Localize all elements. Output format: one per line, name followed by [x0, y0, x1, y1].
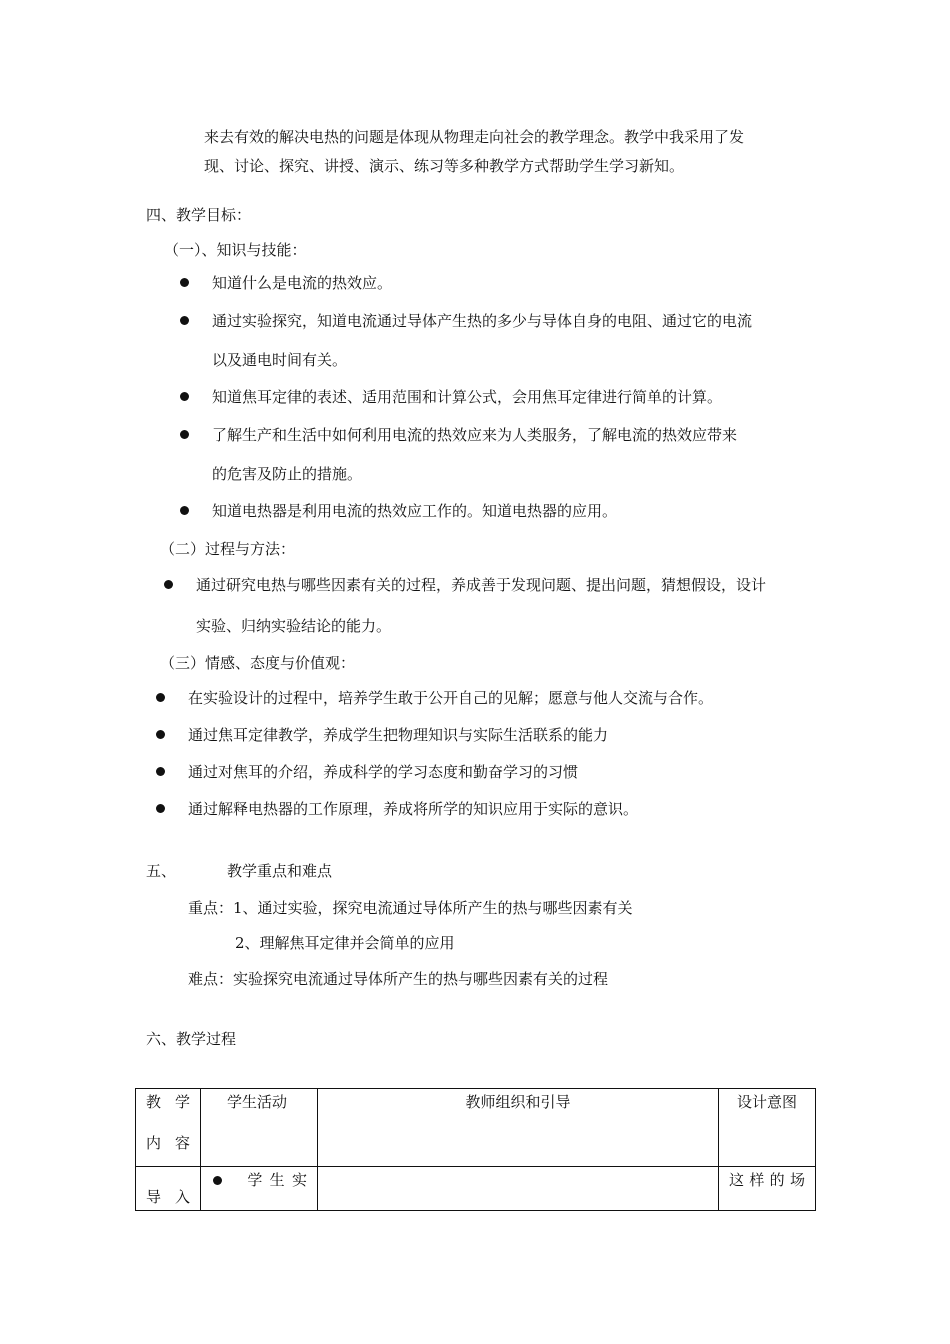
header-content-char: 学 — [174, 1093, 190, 1111]
row1-design-char: 样 — [749, 1171, 765, 1189]
row1-student-char: 实 — [291, 1171, 307, 1189]
attitude-item-3: 通过对焦耳的介绍，养成科学的学习态度和勤奋学习的习惯 — [188, 763, 579, 781]
intro-line-2: 现、讨论、探究、讲授、演示、练习等多种教学方式帮助学生学习新知。 — [204, 157, 685, 175]
header-student-cell — [201, 1089, 318, 1167]
key-point-2: 2、理解焦耳定律并会简单的应用 — [235, 934, 455, 952]
section5-title: 教学重点和难点 — [227, 862, 333, 880]
header-student: 学生活动 — [227, 1093, 288, 1111]
bullet-icon — [156, 804, 165, 813]
section4-sub1-heading: （一）、知识与技能： — [164, 241, 307, 259]
bullet-icon — [156, 767, 165, 776]
row1-content-char: 入 — [174, 1188, 190, 1206]
header-content-char: 教 — [146, 1093, 162, 1111]
row1-student-char: 学 — [247, 1171, 263, 1189]
bullet-icon — [180, 506, 189, 515]
bullet-icon — [180, 316, 189, 325]
header-design: 设计意图 — [736, 1093, 797, 1111]
attitude-item-2: 通过焦耳定律教学，养成学生把物理知识与实际生活联系的能力 — [188, 726, 609, 744]
knowledge-item-1: 知道什么是电流的热效应。 — [212, 274, 393, 292]
row1-design-char: 这 — [729, 1171, 745, 1189]
difficulty: 难点：实验探究电流通过导体所产生的热与哪些因素有关的过程 — [188, 970, 609, 988]
header-design-cell — [719, 1089, 816, 1167]
row1-design-char: 的 — [769, 1171, 785, 1189]
header-content-cell — [136, 1089, 201, 1167]
knowledge-item-5: 知道电热器是利用电流的热效应工作的。知道电热器的应用。 — [212, 502, 618, 520]
section4-sub3-heading: （三）情感、态度与价值观： — [160, 654, 356, 672]
knowledge-item-3: 知道焦耳定律的表述、适用范围和计算公式，会用焦耳定律进行简单的计算。 — [212, 388, 723, 406]
bullet-icon — [180, 430, 189, 439]
intro-line-1: 来去有效的解决电热的问题是体现从物理走向社会的教学理念。教学中我采用了发 — [204, 128, 745, 146]
header-teacher-cell — [318, 1089, 719, 1167]
section6-heading: 六、教学过程 — [146, 1030, 237, 1048]
row1-design-cell — [719, 1167, 816, 1211]
table-header-row — [136, 1089, 816, 1167]
table-row — [136, 1167, 816, 1211]
header-content-char: 内 — [146, 1134, 162, 1152]
row1-content-char: 导 — [146, 1188, 162, 1206]
header-content-char: 容 — [174, 1134, 190, 1152]
attitude-item-4: 通过解释电热器的工作原理，养成将所学的知识应用于实际的意识。 — [188, 800, 639, 818]
knowledge-item-2-cont: 以及通电时间有关。 — [212, 351, 348, 369]
row1-student-char: 生 — [269, 1171, 285, 1189]
row1-student-cell — [201, 1167, 318, 1211]
row1-teacher-cell — [318, 1167, 719, 1211]
bullet-icon — [180, 392, 189, 401]
section4-heading: 四、教学目标： — [146, 206, 252, 224]
attitude-item-1: 在实验设计的过程中，培养学生敢于公开自己的见解；愿意与他人交流与合作。 — [188, 689, 714, 707]
bullet-icon — [180, 278, 189, 287]
process-item-1-cont: 实验、归纳实验结论的能力。 — [196, 617, 392, 635]
process-item-1: 通过研究电热与哪些因素有关的过程，养成善于发现问题、提出问题，猜想假设，设计 — [196, 576, 767, 594]
section5-number: 五、 — [146, 862, 177, 880]
knowledge-item-4-cont: 的危害及防止的措施。 — [212, 465, 363, 483]
key-point-1: 重点：1、通过实验，探究电流通过导体所产生的热与哪些因素有关 — [188, 899, 633, 917]
header-teacher: 教师组织和引导 — [465, 1093, 571, 1111]
bullet-icon — [156, 730, 165, 739]
bullet-icon — [156, 693, 165, 702]
teaching-process-table — [135, 1088, 816, 1211]
section4-sub2-heading: （二）过程与方法： — [160, 540, 296, 558]
bullet-icon — [213, 1176, 222, 1185]
knowledge-item-2: 通过实验探究，知道电流通过导体产生热的多少与导体自身的电阻、通过它的电流 — [212, 312, 753, 330]
knowledge-item-4: 了解生产和生活中如何利用电流的热效应来为人类服务，了解电流的热效应带来 — [212, 426, 738, 444]
row1-design-char: 场 — [789, 1171, 805, 1189]
bullet-icon — [164, 580, 173, 589]
row1-content-cell — [136, 1167, 201, 1211]
